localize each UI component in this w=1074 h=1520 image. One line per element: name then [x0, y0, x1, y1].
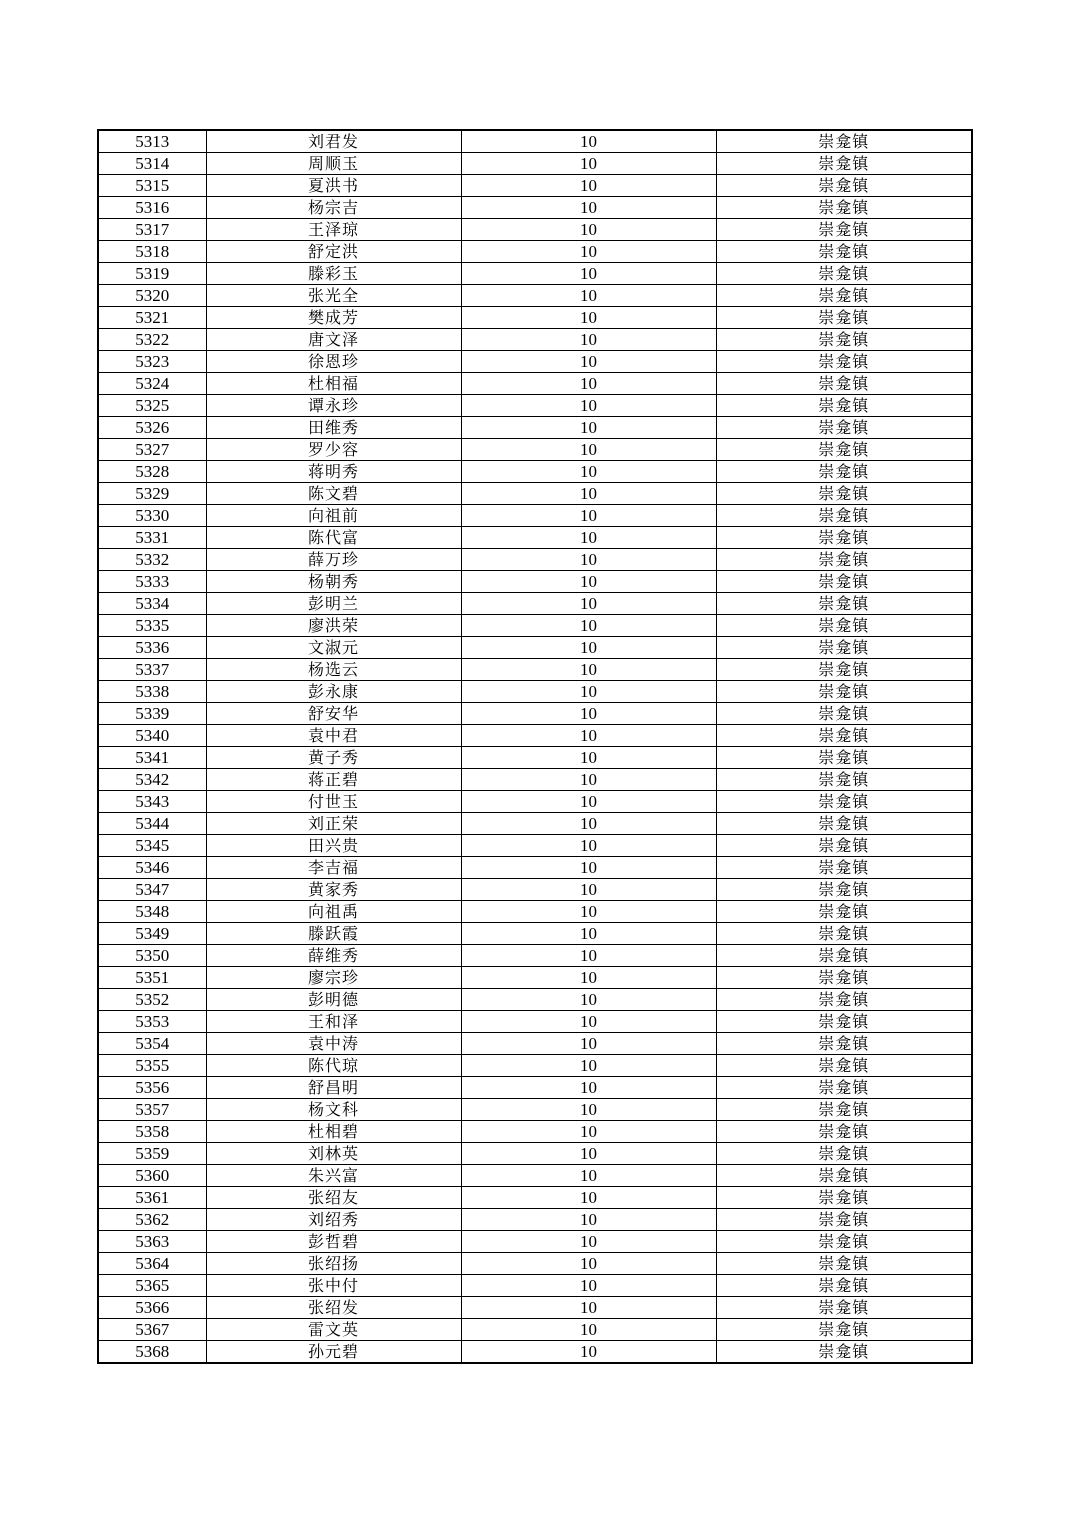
- amount-cell: 10: [461, 681, 716, 703]
- row-number-cell: 5333: [98, 571, 206, 593]
- table-row: [98, 1121, 972, 1143]
- person-name-cell: 罗少容: [206, 439, 461, 461]
- person-name-cell: 彭明兰: [206, 593, 461, 615]
- table-row: [98, 659, 972, 681]
- person-name-cell: 黄子秀: [206, 747, 461, 769]
- town-cell: 崇龛镇: [716, 1231, 972, 1253]
- town-cell: 崇龛镇: [716, 967, 972, 989]
- row-number-cell: 5337: [98, 659, 206, 681]
- row-number-cell: 5339: [98, 703, 206, 725]
- table-row: [98, 307, 972, 329]
- table-row: [98, 923, 972, 945]
- person-name-cell: 袁中涛: [206, 1033, 461, 1055]
- amount-cell: 10: [461, 637, 716, 659]
- table-row: [98, 527, 972, 549]
- town-cell: 崇龛镇: [716, 747, 972, 769]
- roster-table-body: [98, 130, 972, 1363]
- amount-cell: 10: [461, 769, 716, 791]
- table-row: [98, 1011, 972, 1033]
- town-cell: 崇龛镇: [716, 263, 972, 285]
- person-name-cell: 袁中君: [206, 725, 461, 747]
- amount-cell: 10: [461, 351, 716, 373]
- amount-cell: 10: [461, 791, 716, 813]
- table-row: [98, 285, 972, 307]
- person-name-cell: 廖宗珍: [206, 967, 461, 989]
- table-row: [98, 351, 972, 373]
- row-number-cell: 5319: [98, 263, 206, 285]
- person-name-cell: 陈文碧: [206, 483, 461, 505]
- row-number-cell: 5368: [98, 1341, 206, 1364]
- row-number-cell: 5352: [98, 989, 206, 1011]
- person-name-cell: 雷文英: [206, 1319, 461, 1341]
- amount-cell: 10: [461, 967, 716, 989]
- row-number-cell: 5355: [98, 1055, 206, 1077]
- row-number-cell: 5342: [98, 769, 206, 791]
- table-row: [98, 241, 972, 263]
- row-number-cell: 5353: [98, 1011, 206, 1033]
- amount-cell: 10: [461, 571, 716, 593]
- row-number-cell: 5366: [98, 1297, 206, 1319]
- amount-cell: 10: [461, 241, 716, 263]
- person-name-cell: 张绍友: [206, 1187, 461, 1209]
- person-name-cell: 舒安华: [206, 703, 461, 725]
- person-name-cell: 付世玉: [206, 791, 461, 813]
- table-row: [98, 813, 972, 835]
- amount-cell: 10: [461, 813, 716, 835]
- person-name-cell: 薛维秀: [206, 945, 461, 967]
- row-number-cell: 5362: [98, 1209, 206, 1231]
- person-name-cell: 朱兴富: [206, 1165, 461, 1187]
- town-cell: 崇龛镇: [716, 1143, 972, 1165]
- table-row: [98, 703, 972, 725]
- table-row: [98, 483, 972, 505]
- town-cell: 崇龛镇: [716, 549, 972, 571]
- table-row: [98, 593, 972, 615]
- table-row: [98, 769, 972, 791]
- town-cell: 崇龛镇: [716, 483, 972, 505]
- amount-cell: 10: [461, 307, 716, 329]
- table-row: [98, 835, 972, 857]
- table-row: [98, 461, 972, 483]
- person-name-cell: 刘正荣: [206, 813, 461, 835]
- person-name-cell: 杨选云: [206, 659, 461, 681]
- row-number-cell: 5360: [98, 1165, 206, 1187]
- town-cell: 崇龛镇: [716, 219, 972, 241]
- table-row: [98, 1077, 972, 1099]
- table-row: [98, 747, 972, 769]
- table-row: [98, 879, 972, 901]
- amount-cell: 10: [461, 879, 716, 901]
- table-row: [98, 571, 972, 593]
- amount-cell: 10: [461, 945, 716, 967]
- person-name-cell: 廖洪荣: [206, 615, 461, 637]
- town-cell: 崇龛镇: [716, 989, 972, 1011]
- amount-cell: 10: [461, 1077, 716, 1099]
- table-row: [98, 130, 972, 153]
- person-name-cell: 杨朝秀: [206, 571, 461, 593]
- amount-cell: 10: [461, 461, 716, 483]
- row-number-cell: 5321: [98, 307, 206, 329]
- person-name-cell: 舒昌明: [206, 1077, 461, 1099]
- person-name-cell: 杨宗吉: [206, 197, 461, 219]
- amount-cell: 10: [461, 747, 716, 769]
- row-number-cell: 5318: [98, 241, 206, 263]
- town-cell: 崇龛镇: [716, 153, 972, 175]
- table-row: [98, 549, 972, 571]
- person-name-cell: 樊成芳: [206, 307, 461, 329]
- amount-cell: 10: [461, 483, 716, 505]
- town-cell: 崇龛镇: [716, 703, 972, 725]
- row-number-cell: 5347: [98, 879, 206, 901]
- person-name-cell: 陈代富: [206, 527, 461, 549]
- town-cell: 崇龛镇: [716, 1297, 972, 1319]
- amount-cell: 10: [461, 989, 716, 1011]
- row-number-cell: 5341: [98, 747, 206, 769]
- person-name-cell: 刘林英: [206, 1143, 461, 1165]
- person-name-cell: 张中付: [206, 1275, 461, 1297]
- town-cell: 崇龛镇: [716, 197, 972, 219]
- row-number-cell: 5330: [98, 505, 206, 527]
- town-cell: 崇龛镇: [716, 813, 972, 835]
- amount-cell: 10: [461, 263, 716, 285]
- row-number-cell: 5322: [98, 329, 206, 351]
- row-number-cell: 5324: [98, 373, 206, 395]
- amount-cell: 10: [461, 593, 716, 615]
- person-name-cell: 彭永康: [206, 681, 461, 703]
- person-name-cell: 田维秀: [206, 417, 461, 439]
- row-number-cell: 5349: [98, 923, 206, 945]
- table-row: [98, 1297, 972, 1319]
- person-name-cell: 杜相福: [206, 373, 461, 395]
- amount-cell: 10: [461, 901, 716, 923]
- town-cell: 崇龛镇: [716, 1099, 972, 1121]
- amount-cell: 10: [461, 417, 716, 439]
- town-cell: 崇龛镇: [716, 615, 972, 637]
- table-row: [98, 439, 972, 461]
- amount-cell: 10: [461, 175, 716, 197]
- amount-cell: 10: [461, 1165, 716, 1187]
- amount-cell: 10: [461, 395, 716, 417]
- town-cell: 崇龛镇: [716, 417, 972, 439]
- table-row: [98, 1055, 972, 1077]
- row-number-cell: 5320: [98, 285, 206, 307]
- row-number-cell: 5334: [98, 593, 206, 615]
- town-cell: 崇龛镇: [716, 593, 972, 615]
- person-name-cell: 王和泽: [206, 1011, 461, 1033]
- amount-cell: 10: [461, 285, 716, 307]
- town-cell: 崇龛镇: [716, 175, 972, 197]
- town-cell: 崇龛镇: [716, 681, 972, 703]
- person-name-cell: 杜相碧: [206, 1121, 461, 1143]
- row-number-cell: 5340: [98, 725, 206, 747]
- row-number-cell: 5348: [98, 901, 206, 923]
- town-cell: 崇龛镇: [716, 901, 972, 923]
- person-name-cell: 文淑元: [206, 637, 461, 659]
- table-row: [98, 373, 972, 395]
- person-name-cell: 张绍扬: [206, 1253, 461, 1275]
- town-cell: 崇龛镇: [716, 1319, 972, 1341]
- amount-cell: 10: [461, 153, 716, 175]
- person-name-cell: 唐文泽: [206, 329, 461, 351]
- person-name-cell: 田兴贵: [206, 835, 461, 857]
- row-number-cell: 5332: [98, 549, 206, 571]
- town-cell: 崇龛镇: [716, 769, 972, 791]
- table-row: [98, 681, 972, 703]
- amount-cell: 10: [461, 1187, 716, 1209]
- town-cell: 崇龛镇: [716, 1055, 972, 1077]
- amount-cell: 10: [461, 857, 716, 879]
- person-name-cell: 刘绍秀: [206, 1209, 461, 1231]
- table-row: [98, 1209, 972, 1231]
- person-name-cell: 蒋明秀: [206, 461, 461, 483]
- amount-cell: 10: [461, 1319, 716, 1341]
- town-cell: 崇龛镇: [716, 1209, 972, 1231]
- row-number-cell: 5351: [98, 967, 206, 989]
- amount-cell: 10: [461, 1143, 716, 1165]
- town-cell: 崇龛镇: [716, 373, 972, 395]
- row-number-cell: 5329: [98, 483, 206, 505]
- amount-cell: 10: [461, 703, 716, 725]
- row-number-cell: 5354: [98, 1033, 206, 1055]
- table-row: [98, 967, 972, 989]
- person-name-cell: 彭明德: [206, 989, 461, 1011]
- person-name-cell: 滕跃霞: [206, 923, 461, 945]
- amount-cell: 10: [461, 659, 716, 681]
- table-row: [98, 857, 972, 879]
- amount-cell: 10: [461, 1231, 716, 1253]
- amount-cell: 10: [461, 439, 716, 461]
- row-number-cell: 5357: [98, 1099, 206, 1121]
- row-number-cell: 5336: [98, 637, 206, 659]
- roster-table: [97, 129, 973, 1364]
- amount-cell: 10: [461, 1055, 716, 1077]
- town-cell: 崇龛镇: [716, 1253, 972, 1275]
- amount-cell: 10: [461, 505, 716, 527]
- row-number-cell: 5363: [98, 1231, 206, 1253]
- town-cell: 崇龛镇: [716, 945, 972, 967]
- row-number-cell: 5315: [98, 175, 206, 197]
- town-cell: 崇龛镇: [716, 130, 972, 153]
- town-cell: 崇龛镇: [716, 857, 972, 879]
- person-name-cell: 陈代琼: [206, 1055, 461, 1077]
- town-cell: 崇龛镇: [716, 241, 972, 263]
- row-number-cell: 5367: [98, 1319, 206, 1341]
- row-number-cell: 5344: [98, 813, 206, 835]
- amount-cell: 10: [461, 1099, 716, 1121]
- person-name-cell: 蒋正碧: [206, 769, 461, 791]
- row-number-cell: 5361: [98, 1187, 206, 1209]
- town-cell: 崇龛镇: [716, 1165, 972, 1187]
- row-number-cell: 5358: [98, 1121, 206, 1143]
- table-row: [98, 1231, 972, 1253]
- table-row: [98, 791, 972, 813]
- table-row: [98, 1319, 972, 1341]
- table-row: [98, 1187, 972, 1209]
- table-row: [98, 725, 972, 747]
- amount-cell: 10: [461, 1297, 716, 1319]
- row-number-cell: 5323: [98, 351, 206, 373]
- amount-cell: 10: [461, 1033, 716, 1055]
- amount-cell: 10: [461, 329, 716, 351]
- town-cell: 崇龛镇: [716, 791, 972, 813]
- person-name-cell: 周顺玉: [206, 153, 461, 175]
- table-row: [98, 417, 972, 439]
- town-cell: 崇龛镇: [716, 659, 972, 681]
- table-row: [98, 901, 972, 923]
- row-number-cell: 5331: [98, 527, 206, 549]
- town-cell: 崇龛镇: [716, 1033, 972, 1055]
- table-row: [98, 945, 972, 967]
- table-row: [98, 263, 972, 285]
- row-number-cell: 5327: [98, 439, 206, 461]
- town-cell: 崇龛镇: [716, 835, 972, 857]
- person-name-cell: 滕彩玉: [206, 263, 461, 285]
- person-name-cell: 夏洪书: [206, 175, 461, 197]
- town-cell: 崇龛镇: [716, 923, 972, 945]
- amount-cell: 10: [461, 1275, 716, 1297]
- amount-cell: 10: [461, 373, 716, 395]
- amount-cell: 10: [461, 549, 716, 571]
- town-cell: 崇龛镇: [716, 725, 972, 747]
- town-cell: 崇龛镇: [716, 1121, 972, 1143]
- row-number-cell: 5359: [98, 1143, 206, 1165]
- town-cell: 崇龛镇: [716, 395, 972, 417]
- row-number-cell: 5314: [98, 153, 206, 175]
- row-number-cell: 5346: [98, 857, 206, 879]
- amount-cell: 10: [461, 1209, 716, 1231]
- amount-cell: 10: [461, 923, 716, 945]
- row-number-cell: 5343: [98, 791, 206, 813]
- table-row: [98, 1341, 972, 1364]
- person-name-cell: 孙元碧: [206, 1341, 461, 1364]
- town-cell: 崇龛镇: [716, 879, 972, 901]
- amount-cell: 10: [461, 1253, 716, 1275]
- table-row: [98, 197, 972, 219]
- table-row: [98, 153, 972, 175]
- table-row: [98, 329, 972, 351]
- town-cell: 崇龛镇: [716, 307, 972, 329]
- person-name-cell: 杨文科: [206, 1099, 461, 1121]
- person-name-cell: 谭永珍: [206, 395, 461, 417]
- amount-cell: 10: [461, 1011, 716, 1033]
- amount-cell: 10: [461, 219, 716, 241]
- table-row: [98, 989, 972, 1011]
- person-name-cell: 向祖前: [206, 505, 461, 527]
- table-row: [98, 505, 972, 527]
- table-row: [98, 1165, 972, 1187]
- town-cell: 崇龛镇: [716, 351, 972, 373]
- town-cell: 崇龛镇: [716, 1077, 972, 1099]
- town-cell: 崇龛镇: [716, 329, 972, 351]
- table-row: [98, 1253, 972, 1275]
- town-cell: 崇龛镇: [716, 1341, 972, 1364]
- town-cell: 崇龛镇: [716, 527, 972, 549]
- row-number-cell: 5316: [98, 197, 206, 219]
- row-number-cell: 5350: [98, 945, 206, 967]
- table-row: [98, 615, 972, 637]
- row-number-cell: 5364: [98, 1253, 206, 1275]
- person-name-cell: 彭哲碧: [206, 1231, 461, 1253]
- person-name-cell: 王泽琼: [206, 219, 461, 241]
- amount-cell: 10: [461, 615, 716, 637]
- amount-cell: 10: [461, 1341, 716, 1364]
- amount-cell: 10: [461, 725, 716, 747]
- person-name-cell: 黄家秀: [206, 879, 461, 901]
- town-cell: 崇龛镇: [716, 1187, 972, 1209]
- row-number-cell: 5365: [98, 1275, 206, 1297]
- town-cell: 崇龛镇: [716, 461, 972, 483]
- row-number-cell: 5317: [98, 219, 206, 241]
- person-name-cell: 李吉福: [206, 857, 461, 879]
- row-number-cell: 5313: [98, 130, 206, 153]
- amount-cell: 10: [461, 835, 716, 857]
- person-name-cell: 向祖禹: [206, 901, 461, 923]
- table-row: [98, 395, 972, 417]
- table-row: [98, 1275, 972, 1297]
- row-number-cell: 5326: [98, 417, 206, 439]
- town-cell: 崇龛镇: [716, 439, 972, 461]
- table-row: [98, 175, 972, 197]
- table-row: [98, 637, 972, 659]
- person-name-cell: 徐恩珍: [206, 351, 461, 373]
- table-row: [98, 1099, 972, 1121]
- row-number-cell: 5335: [98, 615, 206, 637]
- row-number-cell: 5338: [98, 681, 206, 703]
- town-cell: 崇龛镇: [716, 505, 972, 527]
- town-cell: 崇龛镇: [716, 1275, 972, 1297]
- town-cell: 崇龛镇: [716, 285, 972, 307]
- person-name-cell: 刘君发: [206, 130, 461, 153]
- amount-cell: 10: [461, 1121, 716, 1143]
- town-cell: 崇龛镇: [716, 1011, 972, 1033]
- town-cell: 崇龛镇: [716, 571, 972, 593]
- row-number-cell: 5345: [98, 835, 206, 857]
- row-number-cell: 5325: [98, 395, 206, 417]
- amount-cell: 10: [461, 197, 716, 219]
- person-name-cell: 舒定洪: [206, 241, 461, 263]
- table-row: [98, 219, 972, 241]
- amount-cell: 10: [461, 527, 716, 549]
- row-number-cell: 5356: [98, 1077, 206, 1099]
- person-name-cell: 张绍发: [206, 1297, 461, 1319]
- table-row: [98, 1143, 972, 1165]
- row-number-cell: 5328: [98, 461, 206, 483]
- amount-cell: 10: [461, 130, 716, 153]
- person-name-cell: 张光全: [206, 285, 461, 307]
- person-name-cell: 薛万珍: [206, 549, 461, 571]
- table-row: [98, 1033, 972, 1055]
- town-cell: 崇龛镇: [716, 637, 972, 659]
